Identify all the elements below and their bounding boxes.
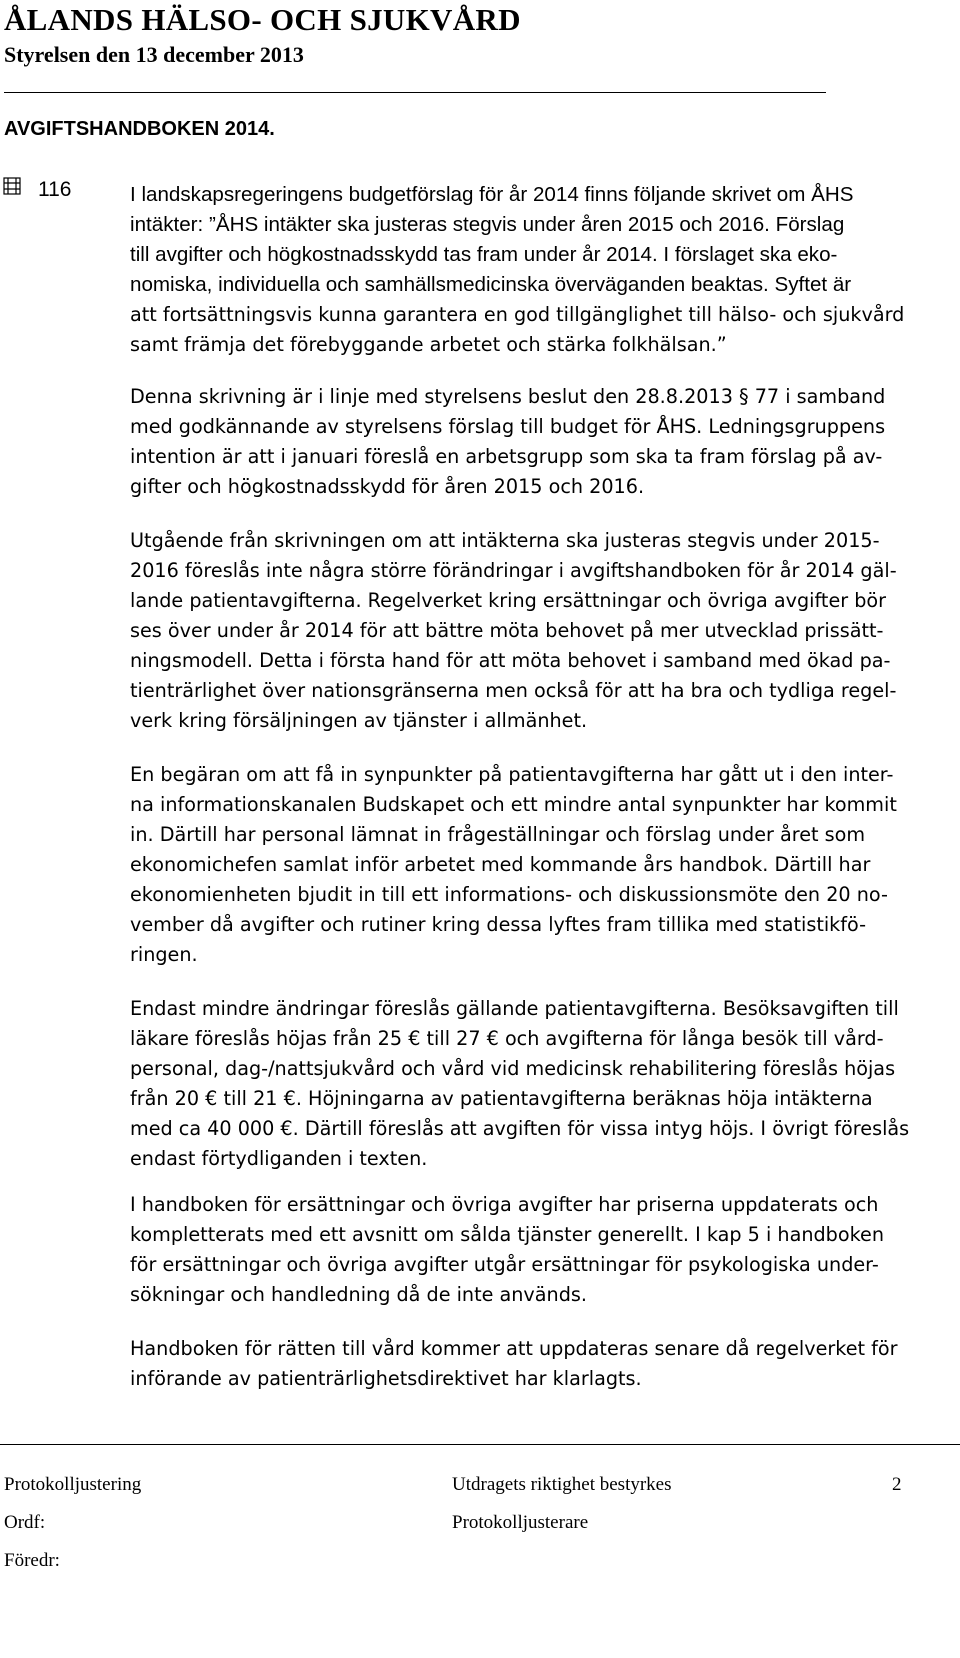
paragraph-1-line-1: I landskapsregeringens budgetförslag för år 2014 finns följande skrivet om ÅHS (130, 183, 854, 206)
paragraph-6-line-4: sökningar och handledning då de inte används. (130, 1283, 587, 1306)
paragraph-1-line-3: till avgifter och högkostnadsskydd tas fram under år 2014. I förslaget ska eko- (130, 243, 838, 266)
paragraph-4-line-3: in. Därtill har personal lämnat in frågeställningar och förslag under året som (130, 823, 866, 846)
footer-divider (0, 1444, 960, 1445)
paragraph-3-line-6: tienträrlighet över nationsgränserna men också för att ha bra och tydliga regel- (130, 679, 897, 702)
paragraph-1-line-6: samt främja det förebyggande arbetet och stärka folkhälsan.” (130, 333, 727, 356)
footer-presenter-label: Föredr: (4, 1550, 60, 1571)
footer-adjusters: Protokolljusterare (452, 1512, 589, 1533)
paragraph-7-line-1: Handboken för rätten till vård kommer att uppdateras senare då regelverket för (130, 1337, 898, 1360)
paragraph-4-line-1: En begäran om att få in synpunkter på patientavgifterna har gått ut i den inter- (130, 763, 894, 786)
paragraph-3-line-3: lande patientavgifterna. Regelverket kring ersättningar och övriga avgifter bör (130, 589, 887, 612)
page-number: 2 (892, 1474, 902, 1495)
paragraph-7-line-2: införande av patienträrlighetsdirektivet har klarlagts. (130, 1367, 642, 1390)
paragraph-5-line-2: läkare föreslås höjas från 25 € till 27 € och avgifterna för långa besök till vård- (130, 1027, 884, 1050)
organization-title: ÅLANDS HÄLSO- OCH SJUKVÅRD (4, 2, 521, 37)
paragraph-4-line-7: ringen. (130, 943, 198, 966)
paragraph-5-line-5: med ca 40 000 €. Därtill föreslås att avgiften för vissa intyg höjs. I övrigt föreslås (130, 1117, 910, 1140)
paragraph-3-line-4: ses över under år 2014 för att bättre möta behovet på mer utvecklad prissätt- (130, 619, 884, 642)
paragraph-5-line-3: personal, dag-/nattsjukvård och vård vid medicinsk rehabilitering föreslås höjas (130, 1057, 896, 1080)
paragraph-2-line-4: gifter och högkostnadsskydd för åren 2015 och 2016. (130, 475, 645, 498)
meeting-date: Styrelsen den 13 december 2013 (4, 42, 304, 67)
paragraph-1-line-4: nomiska, individuella och samhällsmedicinska överväganden beaktas. Syftet är (130, 273, 852, 296)
paragraph-2-line-1: Denna skrivning är i linje med styrelsens beslut den 28.8.2013 § 77 i samband (130, 385, 886, 408)
paragraph-3-line-1: Utgående från skrivningen om att intäkterna ska justeras stegvis under 2015- (130, 529, 880, 552)
paragraph-3-line-7: verk kring försäljningen av tjänster i allmänhet. (130, 709, 588, 732)
item-number: 116 (38, 178, 72, 201)
paragraph-4-line-2: na informationskanalen Budskapet och ett mindre antal synpunkter har kommit (130, 793, 897, 816)
paragraph-3-line-5: ningsmodell. Detta i första hand för att möta behovet i samband med ökad pa- (130, 649, 891, 672)
header-divider (4, 92, 826, 93)
paragraph-1-line-5: att fortsättningsvis kunna garantera en god tillgänglighet till hälso- och sjukvård (130, 303, 905, 326)
paragraph-6-line-3: för ersättningar och övriga avgifter utgår ersättningar för psykologiska under- (130, 1253, 879, 1276)
paragraph-5-line-6: endast förtydliganden i texten. (130, 1147, 428, 1170)
paragraph-5-line-1: Endast mindre ändringar föreslås gällande patientavgifterna. Besöksavgiften till (130, 997, 899, 1020)
paragraph-4-line-4: ekonomichefen samlat inför arbetet med kommande års handbok. Därtill har (130, 853, 871, 876)
paragraph-2-line-2: med godkännande av styrelsens förslag till budget för ÅHS. Ledningsgruppens (130, 415, 886, 438)
footer-protokolljustering: Protokolljustering (4, 1474, 142, 1495)
paragraph-4-line-5: ekonomienheten bjudit in till ett informations- och diskussionsmöte den 20 no- (130, 883, 888, 906)
footer-chair-label: Ordf: (4, 1512, 46, 1533)
document-heading: AVGIFTSHANDBOKEN 2014. (4, 118, 275, 140)
paragraph-1-line-2: intäkter: ”ÅHS intäkter ska justeras stegvis under åren 2015 och 2016. Förslag (130, 213, 845, 236)
paragraph-6-line-1: I handboken för ersättningar och övriga avgifter har priserna uppdaterats och (130, 1193, 879, 1216)
footer-certification: Utdragets riktighet bestyrkes (452, 1474, 672, 1495)
paragraph-2-line-3: intention är att i januari föreslå en arbetsgrupp som ska ta fram förslag på av- (130, 445, 883, 468)
paragraph-4-line-6: vember då avgifter och rutiner kring dessa lyftes fram tillika med statistikfö- (130, 913, 867, 936)
paragraph-6-line-2: kompletterats med ett avsnitt om sålda tjänster generellt. I kap 5 i handboken (130, 1223, 884, 1246)
paragraph-3-line-2: 2016 föreslås inte några större förändringar i avgiftshandboken för år 2014 gäl- (130, 559, 897, 582)
bullet-marker-icon (2, 176, 22, 196)
paragraph-5-line-4: från 20 € till 21 €. Höjningarna av patientavgifterna beräknas höja intäkterna (130, 1087, 873, 1110)
